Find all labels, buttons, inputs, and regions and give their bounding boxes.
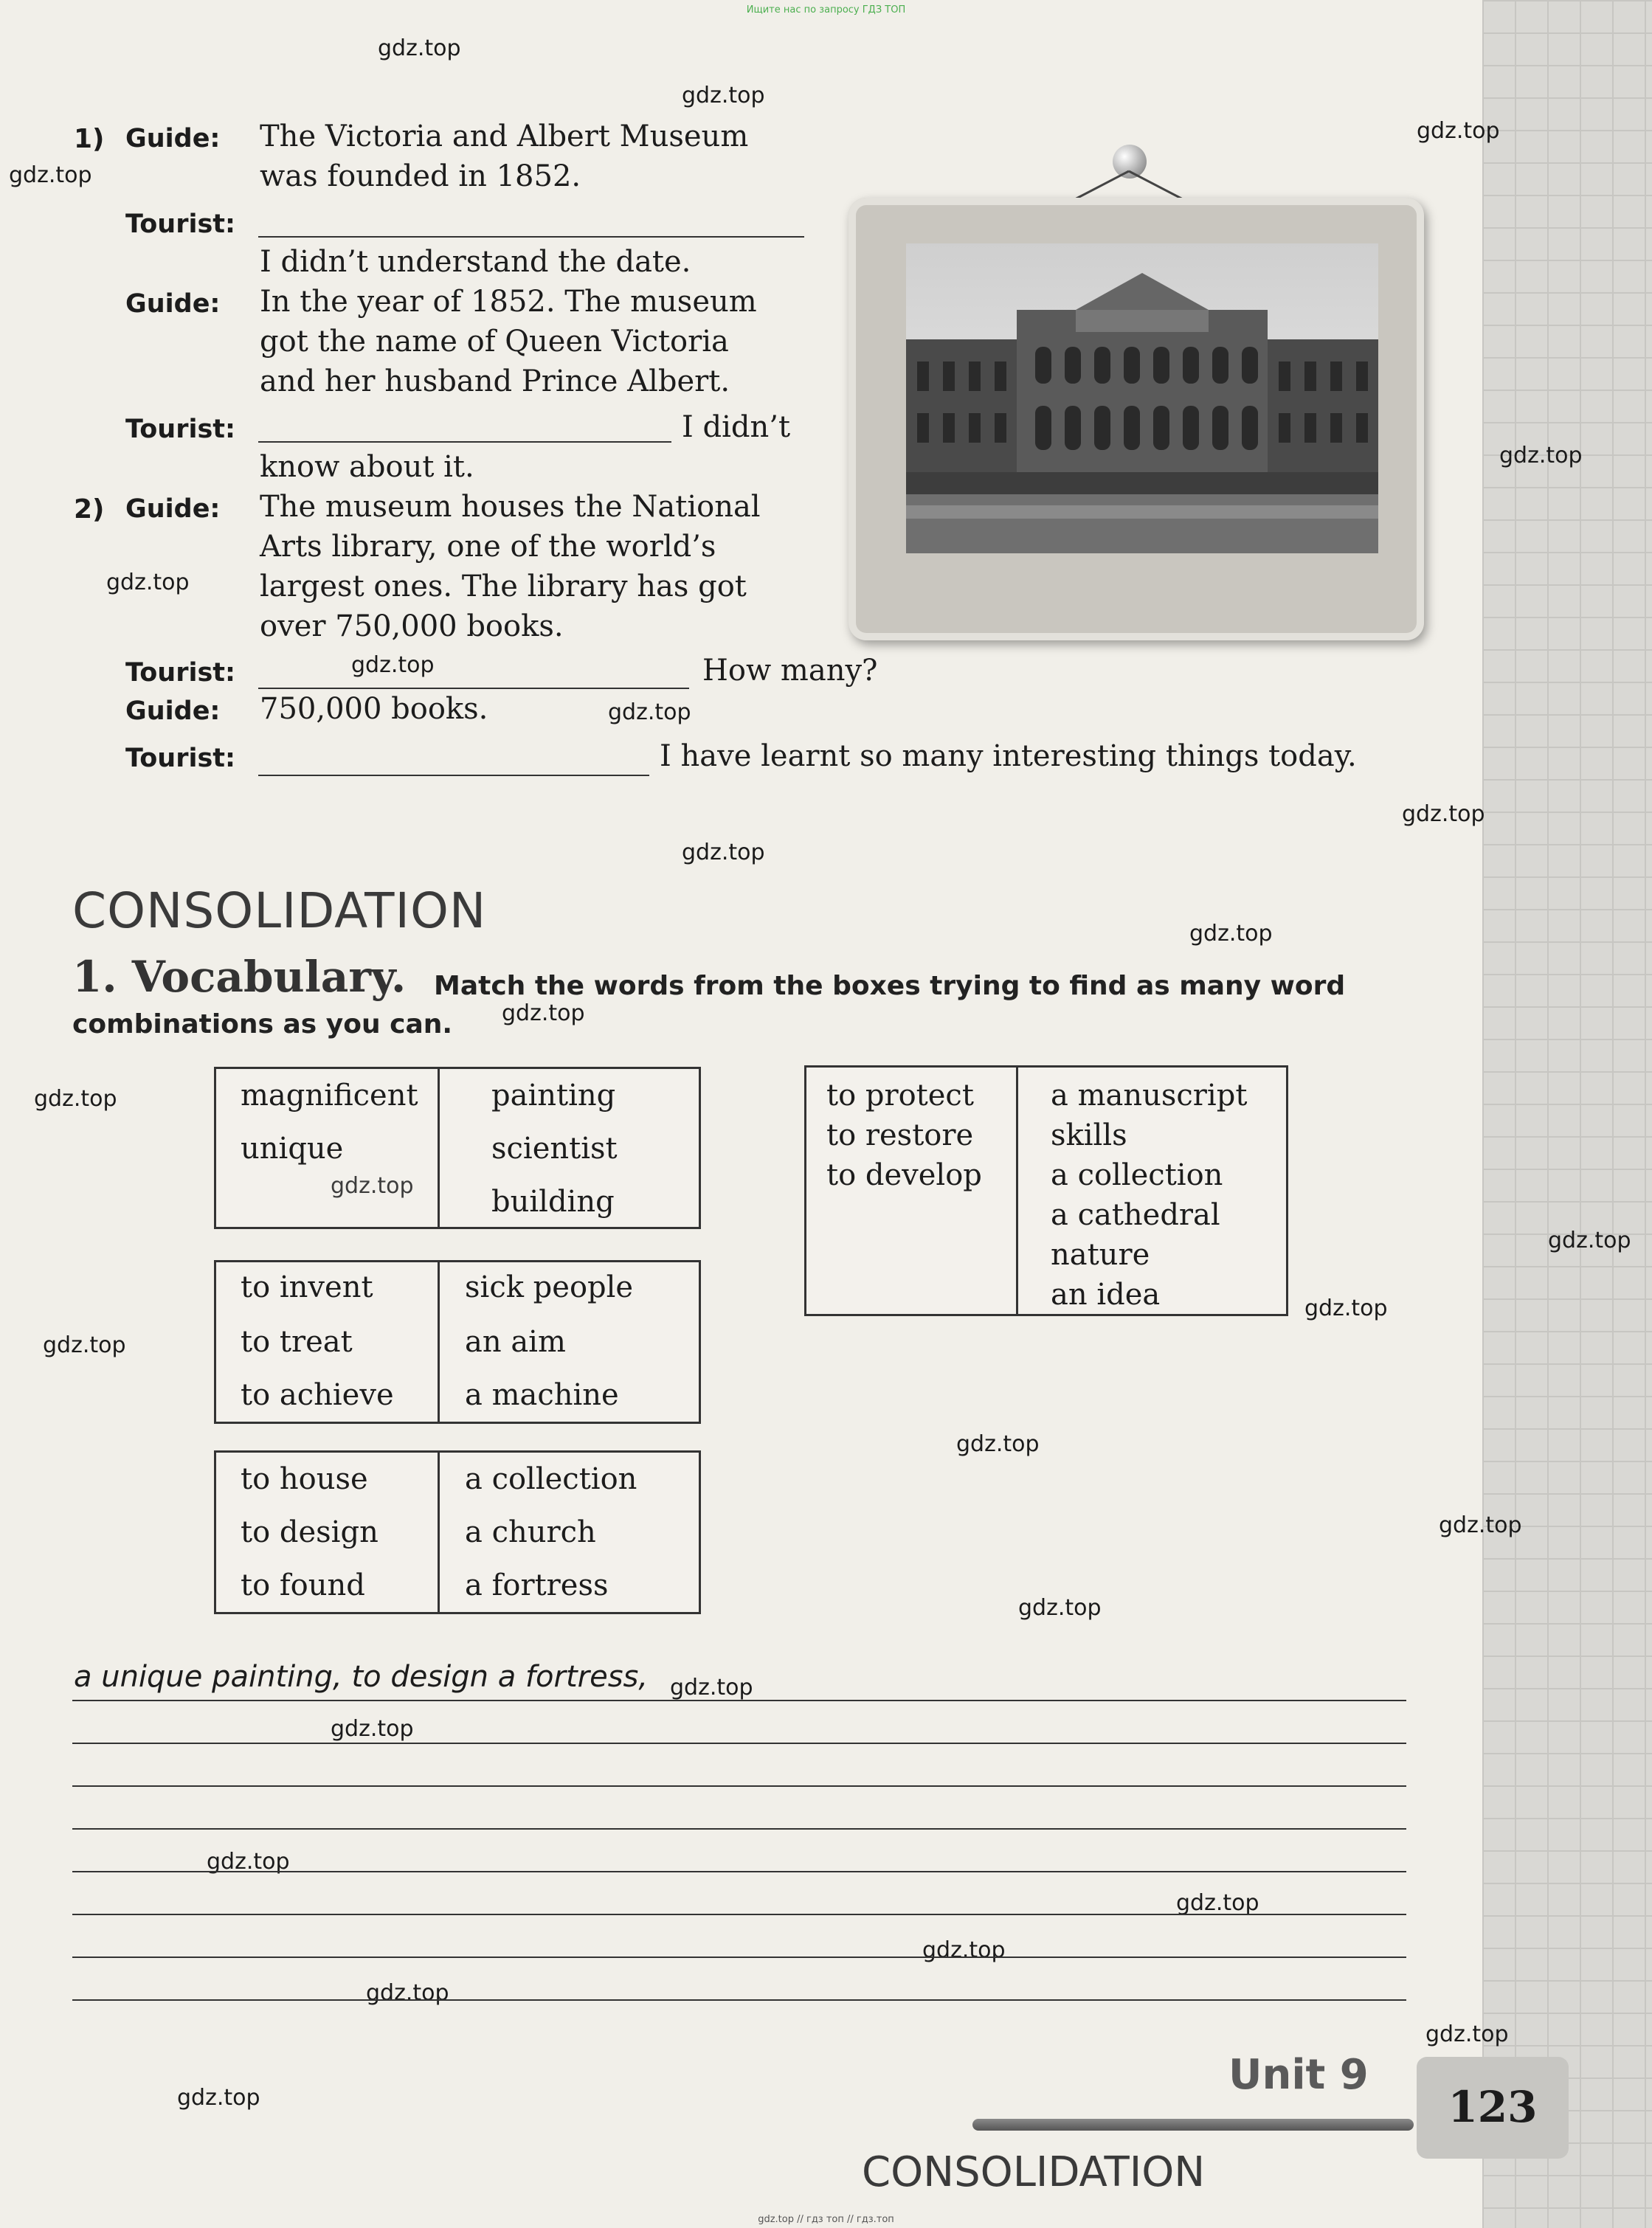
box-word: nature <box>1051 1238 1150 1272</box>
watermark: gdz.top <box>502 1000 585 1026</box>
guide-line: The Victoria and Albert Museum <box>260 120 749 153</box>
box-word: an aim <box>465 1325 566 1359</box>
watermark: gdz.top <box>670 1675 753 1701</box>
footer-note: gdz.top // гдз топ // гдз.топ <box>758 2214 894 2225</box>
section-heading: CONSOLIDATION <box>72 882 487 939</box>
tourist-line: How many? <box>702 654 878 688</box>
speaker-tourist: Tourist: <box>125 210 236 239</box>
watermark: gdz.top <box>956 1431 1040 1457</box>
box-word: scientist <box>491 1132 618 1166</box>
watermark: gdz.top <box>331 1716 414 1742</box>
answer-blank[interactable] <box>258 236 804 238</box>
tourist-line: I didn’t understand the date. <box>260 245 691 279</box>
box-word: painting <box>491 1079 616 1113</box>
museum-photo <box>906 243 1378 553</box>
box-word: to protect <box>826 1079 974 1113</box>
footer-title: CONSOLIDATION <box>862 2148 1206 2196</box>
guide-line: was founded in 1852. <box>260 159 581 193</box>
speaker-guide: Guide: <box>125 124 221 153</box>
grid-margin <box>1482 0 1652 2228</box>
unit-bar <box>972 2119 1414 2131</box>
speaker-tourist: Tourist: <box>125 415 236 444</box>
tourist-line: I have learnt so many interesting things today. <box>660 739 1357 773</box>
watermark: gdz.top <box>1189 921 1273 947</box>
exercise-instruction: Match the words from the boxes trying to find as many word <box>434 971 1346 1001</box>
watermark: gdz.top <box>1425 2021 1509 2047</box>
guide-line: The museum houses the National <box>260 490 761 524</box>
box-word: unique <box>241 1132 344 1166</box>
box-word: a collection <box>465 1462 637 1496</box>
box-word: a fortress <box>465 1568 609 1602</box>
dialogue-number: 1) <box>74 124 105 154</box>
answer-blank[interactable] <box>258 688 689 689</box>
answer-line[interactable] <box>72 1871 1406 1872</box>
dialogue-number: 2) <box>74 494 105 525</box>
watermark: gdz.top <box>682 840 765 865</box>
guide-line: over 750,000 books. <box>260 609 564 643</box>
watermark: gdz.top <box>351 652 435 678</box>
watermark: gdz.top <box>34 1086 117 1112</box>
watermark: gdz.top <box>331 1173 414 1199</box>
answer-line[interactable] <box>72 1785 1406 1787</box>
watermark: gdz.top <box>366 1980 449 2006</box>
watermark: gdz.top <box>1176 1890 1259 1916</box>
answer-blank[interactable] <box>258 775 649 776</box>
speaker-tourist: Tourist: <box>125 744 236 773</box>
watermark: gdz.top <box>1402 801 1485 827</box>
box-word: a church <box>465 1515 596 1549</box>
box-word: to house <box>241 1462 368 1496</box>
exercise-instruction: combinations as you can. <box>72 1009 453 1039</box>
speaker-guide: Guide: <box>125 494 221 524</box>
box-word: a manuscript <box>1051 1079 1248 1113</box>
answer-line[interactable] <box>72 1914 1406 1915</box>
answer-line[interactable] <box>72 1957 1406 1958</box>
watermark: gdz.top <box>922 1937 1006 1963</box>
answer-line[interactable] <box>72 1999 1406 2001</box>
answer-example: a unique painting, to design a fortress, <box>74 1660 649 1694</box>
watermark: gdz.top <box>1499 443 1583 468</box>
guide-line: 750,000 books. <box>260 692 488 726</box>
box-word: a collection <box>1051 1158 1223 1192</box>
box-word: to found <box>241 1568 365 1602</box>
answer-line[interactable] <box>72 1700 1406 1701</box>
page-number: 123 <box>1448 2082 1538 2132</box>
guide-line: Arts library, one of the world’s <box>260 530 716 564</box>
watermark: gdz.top <box>1018 1595 1102 1621</box>
guide-line: largest ones. The library has got <box>260 570 747 603</box>
watermark: gdz.top <box>177 2085 260 2111</box>
box-word: a cathedral <box>1051 1198 1220 1232</box>
box-word: to develop <box>826 1158 982 1192</box>
exercise-title: 1. Vocabulary. <box>72 952 407 1002</box>
watermark: gdz.top <box>682 83 765 108</box>
guide-line: In the year of 1852. The museum <box>260 285 757 319</box>
box-word: to invent <box>241 1270 373 1304</box>
box-word: a machine <box>465 1378 619 1412</box>
watermark: gdz.top <box>1417 118 1500 144</box>
guide-line: got the name of Queen Victoria <box>260 325 729 359</box>
box-word: magnificent <box>241 1079 418 1113</box>
tourist-line: know about it. <box>260 450 474 484</box>
box-word: to design <box>241 1515 379 1549</box>
watermark: gdz.top <box>9 162 92 188</box>
header-note: Ищите нас по запросу ГДЗ ТОП <box>746 4 906 15</box>
speaker-guide: Guide: <box>125 289 221 319</box>
watermark: gdz.top <box>1304 1295 1388 1321</box>
tourist-line: I didn’t <box>682 410 791 444</box>
box-word: to restore <box>826 1118 974 1152</box>
watermark: gdz.top <box>106 570 190 595</box>
box-word: sick people <box>465 1270 634 1304</box>
answer-line[interactable] <box>72 1743 1406 1744</box>
speaker-guide: Guide: <box>125 696 221 726</box>
box-word: to achieve <box>241 1378 394 1412</box>
watermark: gdz.top <box>1439 1512 1522 1538</box>
answer-blank[interactable] <box>258 441 671 443</box>
unit-label: Unit 9 <box>1228 2051 1369 2099</box>
box-word: to treat <box>241 1325 353 1359</box>
watermark: gdz.top <box>1548 1228 1631 1253</box>
watermark: gdz.top <box>207 1849 290 1875</box>
speaker-tourist: Tourist: <box>125 658 236 688</box>
guide-line: and her husband Prince Albert. <box>260 364 730 398</box>
box-word: building <box>491 1185 615 1219</box>
watermark: gdz.top <box>608 699 691 725</box>
watermark: gdz.top <box>43 1332 126 1358</box>
answer-line[interactable] <box>72 1828 1406 1830</box>
watermark: gdz.top <box>378 35 461 61</box>
box-word: an idea <box>1051 1278 1161 1312</box>
box-word: skills <box>1051 1118 1127 1152</box>
